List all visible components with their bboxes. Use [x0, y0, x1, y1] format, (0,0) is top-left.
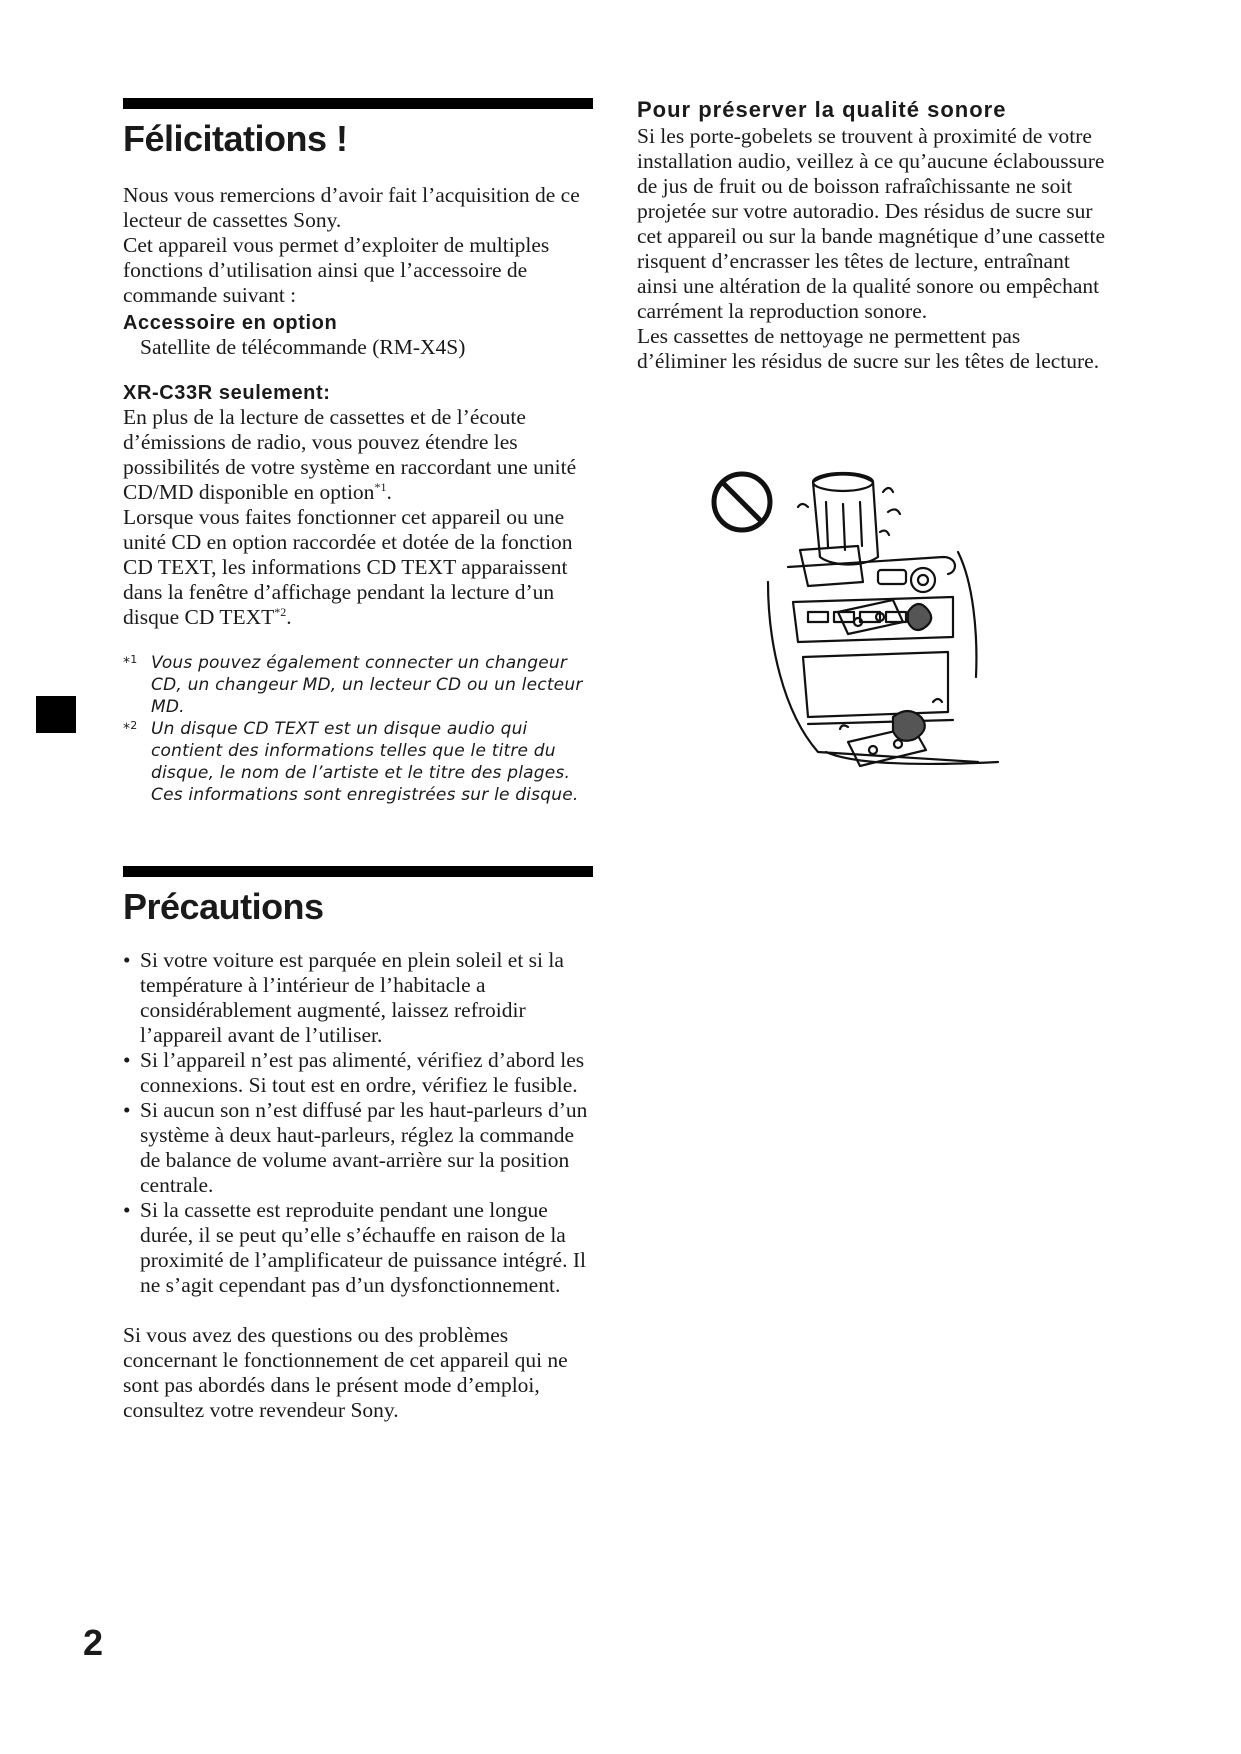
section-tab-marker: [36, 696, 76, 733]
accessory-item: Satellite de télécommande (RM-X4S): [140, 334, 466, 359]
footnote-text: Un disque CD TEXT est un disque audio qui contient des informations telles que le titre du disque, le nom de l’artiste et le titre des plages. Ces informations sont enregistrées sur le disque.: [151, 718, 579, 805]
intro-paragraph-2: Cet appareil vous permet d’exploiter de multiples fonctions d’utilisation ainsi que l’accessoire de commande suivant :: [123, 232, 550, 307]
xr-heading: XR-C33R seulement:: [123, 381, 331, 404]
section-rule: [123, 98, 593, 109]
footnote-ref-2: *2: [274, 604, 287, 619]
xr-paragraph: En plus de la lecture de cassettes et de l’écoute d’émissions de radio, vous pouvez étendre les possibilités de votre système en raccordant une unité CD/MD disponible en option$^{*1}$.: [123, 404, 577, 504]
sound-quality-heading: Pour préserver la qualité sonore: [637, 97, 1007, 122]
right-column: [637, 98, 1107, 374]
section-rule: [123, 866, 593, 877]
footnotes: [123, 652, 593, 806]
page-number: 2: [83, 1622, 104, 1663]
footnote-mark: *$^1$: [123, 652, 138, 671]
list-item: • Si aucun son n’est diffusé par les haut-parleurs d’un système à deux haut-parleurs, réglez la commande de balance de volume avant-arrière sur la position centrale.: [123, 1098, 593, 1198]
xr-text-b: Lorsque vous faites fonctionner cet appareil ou une unité CD en option raccordée et dotée de la fonction CD TEXT, les informations CD TEXT apparaissent dans la fenêtre d’affichage pendant la lecture d’un disque CD TEXT: [123, 504, 573, 629]
list-item: • Si votre voiture est parquée en plein soleil et si la température à l’intérieur de l’habitacle a considérablement augmenté, laissez refroidir l’appareil avant de l’utiliser.: [123, 948, 593, 1048]
xr-text-a: En plus de la lecture de cassettes et de l’écoute d’émissions de radio, vous pouvez étendre les possibilités de votre système en raccordant une unité CD/MD disponible en option: [123, 404, 577, 504]
spill-warning-illustration: [708, 462, 1018, 792]
footnote-ref-1: *1: [374, 479, 387, 494]
footnote-1: [123, 652, 593, 718]
precautions-list: [123, 948, 593, 1298]
accessory-heading: Accessoire en option: [123, 311, 338, 334]
list-item: • Si la cassette est reproduite pendant une longue durée, il se peut qu’elle s’échauffe en raison de la proximité de l’amplificateur de puissance intégré. Il ne s’agit cependant pas d’un dysfonctionnement.: [123, 1198, 593, 1298]
intro-paragraph: Nous vous remercions d’avoir fait l’acquisition de ce lecteur de cassettes Sony.: [123, 182, 580, 232]
sound-quality-paragraph: Si les porte-gobelets se trouvent à proximité de votre installation audio, veillez à ce qu’aucune éclaboussure de jus de fruit ou de boisson rafraîchissante ne soit projetée sur votre autoradio. Des résidus de sucre sur cet appareil ou sur la bande magnétique d’une cassette risquent d’encrasser les têtes de lecture, entraînant ainsi une altération de la qualité sonore ou empêchant carrément la reproduction sonore.: [637, 124, 1106, 323]
footnote-2: [123, 718, 593, 806]
xr-paragraph-2: Lorsque vous faites fonctionner cet appareil ou une unité CD en option raccordée et dotée de la fonction CD TEXT, les informations CD TEXT apparaissent dans la fenêtre d’affichage pendant la lecture d’un disque CD TEXT$^{*2}$.: [123, 504, 573, 629]
sound-quality-paragraph-2: Les cassettes de nettoyage ne permettent pas d’éliminer les résidus de sucre sur les têtes de lecture.: [637, 324, 1100, 373]
footnote-text: Vous pouvez également connecter un changeur CD, un changeur MD, un lecteur CD ou un lecteur MD.: [151, 652, 583, 717]
list-item: • Si l’appareil n’est pas alimenté, vérifiez d’abord les connexions. Si tout est en ordre, vérifiez le fusible.: [123, 1048, 593, 1098]
left-column: [123, 98, 593, 1423]
closing-paragraph: Si vous avez des questions ou des problèmes concernant le fonctionnement de cet appareil qui ne sont pas abordés dans le présent mode d’emploi, consultez votre revendeur Sony.: [123, 1323, 568, 1423]
precautions-title: Précautions: [123, 885, 324, 927]
felicitations-title: Félicitations !: [123, 118, 348, 159]
footnote-mark: *$^2$: [123, 718, 138, 737]
